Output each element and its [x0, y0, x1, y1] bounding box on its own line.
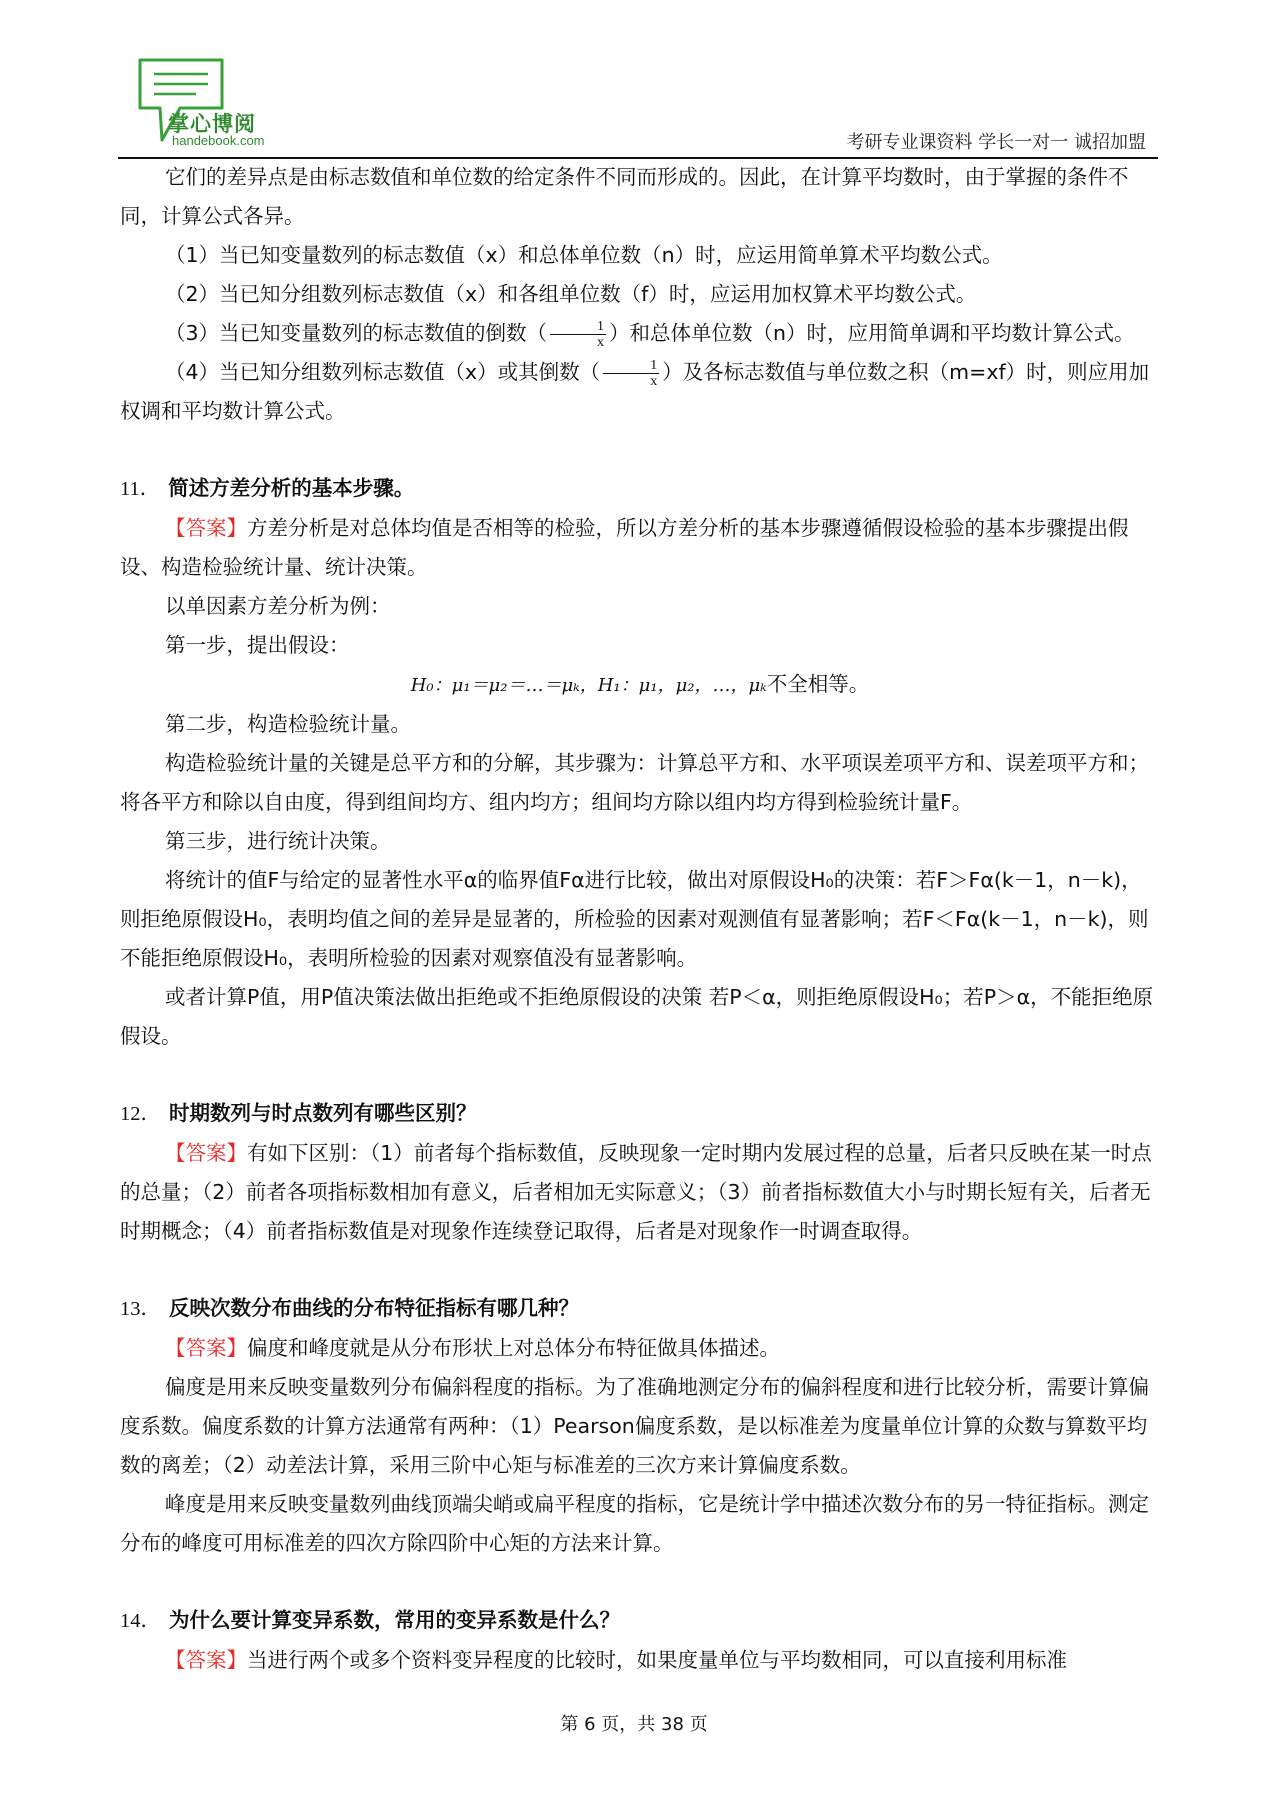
answer-paragraph: [120, 509, 1160, 587]
question-heading: [120, 1601, 1160, 1641]
question-title: 为什么要计算变异系数，常用的变异系数是什么？: [169, 1608, 620, 1632]
answer-text: 有如下区别：（1）前者每个指标数值，反映现象一定时期内发展过程的总量，后者只反映在某一时点的总量；（2）前者各项指标数相加有意义，后者相加无实际意义；（3）前者指标数值大小与时期长短有关，后者无时期概念；（4）前者指标数值是对现象作连续登记取得，后者是对现象作一时调查取得。: [120, 1141, 1152, 1243]
frac-denominator: x: [597, 334, 605, 350]
question-heading: [120, 469, 1160, 509]
question-heading: [120, 1289, 1160, 1329]
list-item: [120, 314, 1160, 353]
fraction-one-over-x: [550, 319, 606, 350]
paragraph: 偏度是用来反映变量数列分布偏斜程度的指标。为了准确地测定分布的偏斜程度和进行比较分析，需要计算偏度系数。偏度系数的计算方法通常有两种：（1）Pearson偏度系数，是以标准差为度量单位计算的众数与算数平均数的离差；（2）动差法计算，采用三阶中心矩与标准差的三次方来计算偏度系数。: [120, 1375, 1149, 1477]
list-item: （2）当已知分组数列标志数值（x）和各组单位数（f）时，应运用加权算术平均数公式。: [165, 282, 977, 306]
page-footer: 第 6 页，共 38 页: [560, 1714, 708, 1735]
answer-text: 当进行两个或多个资料变异程度的比较时，如果度量单位与平均数相同，可以直接利用标准: [247, 1648, 1067, 1672]
frac-denominator: x: [650, 373, 658, 389]
logo-url: handebook.com: [172, 133, 265, 148]
paragraph: 将统计的值F与给定的显著性水平α的临界值Fα进行比较，做出对原假设H₀的决策：若F＞Fα(k－1，n－k)，则拒绝原假设H₀，表明均值之间的差异是显著的，所检验的因素对观测值有显著影响；若F＜Fα(k－1，n－k)，则不能拒绝原假设H₀，表明所检验的因素对观察值没有显著影响。: [120, 868, 1149, 970]
paragraph: 第一步，提出假设：: [165, 633, 350, 657]
formula-tail: 不全相等。: [766, 672, 870, 696]
answer-tag: 【答案】: [165, 1336, 247, 1360]
answer-paragraph: [120, 1641, 1160, 1680]
paragraph: 或者计算P值，用P值决策法做出拒绝或不拒绝原假设的决策 若P＜α，则拒绝原假设H₀；若P＞α，不能拒绝原假设。: [120, 985, 1154, 1048]
question-number: 13．: [120, 1298, 161, 1320]
logo-name: 掌心博阅: [168, 112, 256, 136]
paragraph: 第二步，构造检验统计量。: [165, 712, 411, 736]
hypothesis-formula: [120, 665, 1160, 705]
question-title: 反映次数分布曲线的分布特征指标有哪几种？: [169, 1296, 579, 1320]
answer-tag: 【答案】: [165, 516, 247, 540]
paragraph: 峰度是用来反映变量数列曲线顶端尖峭或扁平程度的指标，它是统计学中描述次数分布的另一特征指标。测定分布的峰度可用标准差的四次方除四阶中心矩的方法来计算。: [120, 1492, 1149, 1555]
page-content: [120, 158, 1160, 1680]
question-title: 简述方差分析的基本步骤。: [168, 476, 415, 500]
paragraph: 构造检验统计量的关键是总平方和的分解，其步骤为：计算总平方和、水平项误差项平方和、误差项平方和；将各平方和除以自由度，得到组间均方、组内均方；组间均方除以组内均方得到检验统计量F。: [120, 751, 1149, 814]
frac-numerator: 1: [603, 358, 659, 374]
item-text: ）及各标志数值与单位数之积（m=xf）时，则应用加权调和平均数计算公式。: [120, 360, 1150, 423]
answer-text: 偏度和峰度就是从分布形状上对总体分布特征做具体描述。: [247, 1336, 780, 1360]
item-text: ）和总体单位数（n）时，应用简单调和平均数计算公式。: [609, 321, 1135, 345]
answer-paragraph: [120, 1134, 1160, 1251]
fraction-one-over-x: [603, 358, 659, 389]
header-slogan: 考研专业课资料 学长一对一 诚招加盟: [846, 132, 1146, 153]
paragraph: 它们的差异点是由标志数值和单位数的给定条件不同而形成的。因此，在计算平均数时，由于掌握的条件不同，计算公式各异。: [120, 165, 1129, 228]
question-number: 14．: [120, 1610, 161, 1632]
item-text: （4）当已知分组数列标志数值（x）或其倒数（: [165, 360, 601, 384]
question-number: 11．: [120, 478, 161, 500]
paragraph: 以单因素方差分析为例：: [165, 594, 391, 618]
list-item: [120, 353, 1160, 431]
item-text: （3）当已知变量数列的标志数值的倒数（: [165, 321, 548, 345]
answer-tag: 【答案】: [165, 1648, 247, 1672]
frac-numerator: 1: [550, 319, 606, 335]
paragraph: 第三步，进行统计决策。: [165, 829, 391, 853]
answer-tag: 【答案】: [165, 1141, 247, 1165]
question-title: 时期数列与时点数列有哪些区别？: [169, 1101, 477, 1125]
page-header: [118, 58, 1158, 158]
question-heading: [120, 1094, 1160, 1134]
question-number: 12．: [120, 1103, 161, 1125]
list-item: （1）当已知变量数列的标志数值（x）和总体单位数（n）时，应运用简单算术平均数公式。: [165, 243, 1003, 267]
answer-paragraph: [120, 1329, 1160, 1368]
answer-text: 方差分析是对总体均值是否相等的检验，所以方差分析的基本步骤遵循假设检验的基本步骤提出假设、构造检验统计量、统计决策。: [120, 516, 1129, 579]
formula-text: H₀：μ₁＝μ₂＝…＝μₖ，H₁：μ₁，μ₂，…，μₖ: [410, 675, 767, 696]
